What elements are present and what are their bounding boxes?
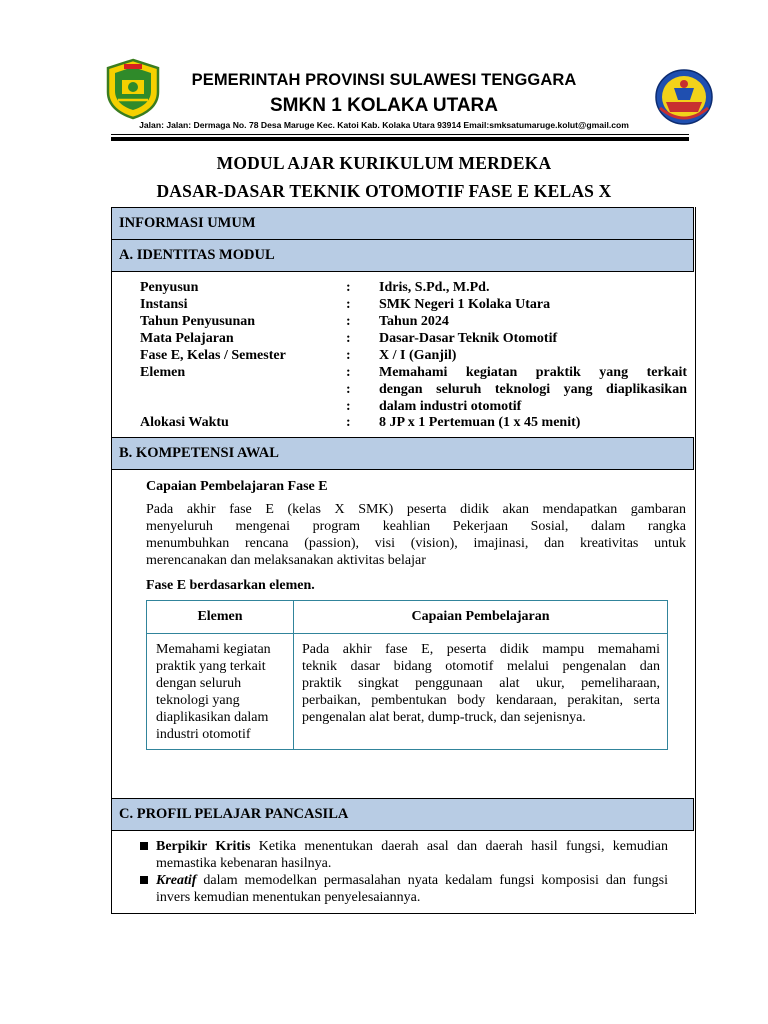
fase-heading: Fase E berdasarkan elemen. [146, 578, 315, 593]
cp-paragraph-line: menumbuhkan rencana (passion), visi (vision), imajinasi, dan kreativitas untuk [146, 536, 686, 551]
profil-item-continued: memastika kebenaran hasilnya. [156, 856, 332, 871]
letterhead-thick-rule [111, 137, 689, 141]
cp-paragraph-line: menyeluruh mengenai program keahlian Pekerjaan Sosial, dalam rangka [146, 519, 686, 534]
profil-item: Kreatif dalam memodelkan permasalahan nyata kedalam fungsi komposisi dan fungsi [156, 873, 668, 888]
bullet-icon [140, 842, 148, 850]
elemen-table [146, 600, 668, 750]
document-title: MODUL AJAR KURIKULUM MERDEKA [216, 153, 552, 173]
profil-item-continued: invers kemudian menentukan penyelesaiannya. [156, 890, 421, 905]
table-header-divider [147, 633, 667, 634]
elemen-cell-line: praktik yang terkait [156, 659, 266, 674]
school-name: SMKN 1 KOLAKA UTARA [270, 95, 498, 116]
bullet-icon [140, 876, 148, 884]
section-profil-pelajar-pancasila: C. PROFIL PELAJAR PANCASILA [111, 798, 694, 831]
government-name: PEMERINTAH PROVINSI SULAWESI TENGGARA [191, 71, 577, 89]
cp-paragraph-line: Pada akhir fase E (kelas X SMK) peserta didik akan mendapatkan gambaran [146, 502, 686, 517]
section-informasi-umum: INFORMASI UMUM [111, 207, 694, 240]
elemen-cell-line: diaplikasikan dalam [156, 710, 269, 725]
capaian-cell-line: teknik dasar bidang otomotif melalui pengenalan dan [302, 659, 660, 674]
capaian-cell-line: perbaikan, pembentukan body kendaraan, perakitan, serta [302, 693, 660, 708]
document-subtitle: DASAR-DASAR TEKNIK OTOMOTIF FASE E KELAS X [156, 181, 612, 201]
cp-paragraph-line: merencanakan dan melaksanakan aktivitas belajar [146, 553, 426, 568]
capaian-cell-line: praktik singkat penggunaan alat ukur, pemeliharaan, [302, 676, 660, 691]
section-identitas-modul: A. IDENTITAS MODUL [111, 239, 694, 272]
table-header-elemen: Elemen [197, 609, 243, 624]
school-address: Jalan: Jalan: Dermaga No. 78 Desa Maruge Kec. Katoi Kab. Kolaka Utara 93914 Email:smksatumaruge.kolut@gmail.com [139, 120, 629, 130]
elemen-cell-line: dengan seluruh [156, 676, 242, 691]
table-bottom-border [111, 913, 694, 914]
elemen-cell-line: industri otomotif [156, 727, 251, 742]
capaian-cell-line: Pada akhir fase E, peserta didik mampu memahami [302, 642, 660, 657]
elemen-cell-line: Memahami kegiatan [156, 642, 271, 657]
elemen-cell-line: teknologi yang [156, 693, 240, 708]
profil-item: Berpikir Kritis Ketika menentukan daerah asal dan daerah hasil fungsi, kemudian [156, 839, 668, 854]
section-kompetensi-awal: B. KOMPETENSI AWAL [111, 437, 694, 470]
province-emblem-icon [654, 68, 714, 126]
table-header-capaian: Capaian Pembelajaran [411, 609, 550, 624]
cp-heading: Capaian Pembelajaran Fase E [146, 479, 328, 494]
capaian-cell-line: pengenalan alat berat, dump-truck, dan sejenisnya. [302, 710, 586, 725]
letterhead-thin-rule [111, 134, 689, 135]
